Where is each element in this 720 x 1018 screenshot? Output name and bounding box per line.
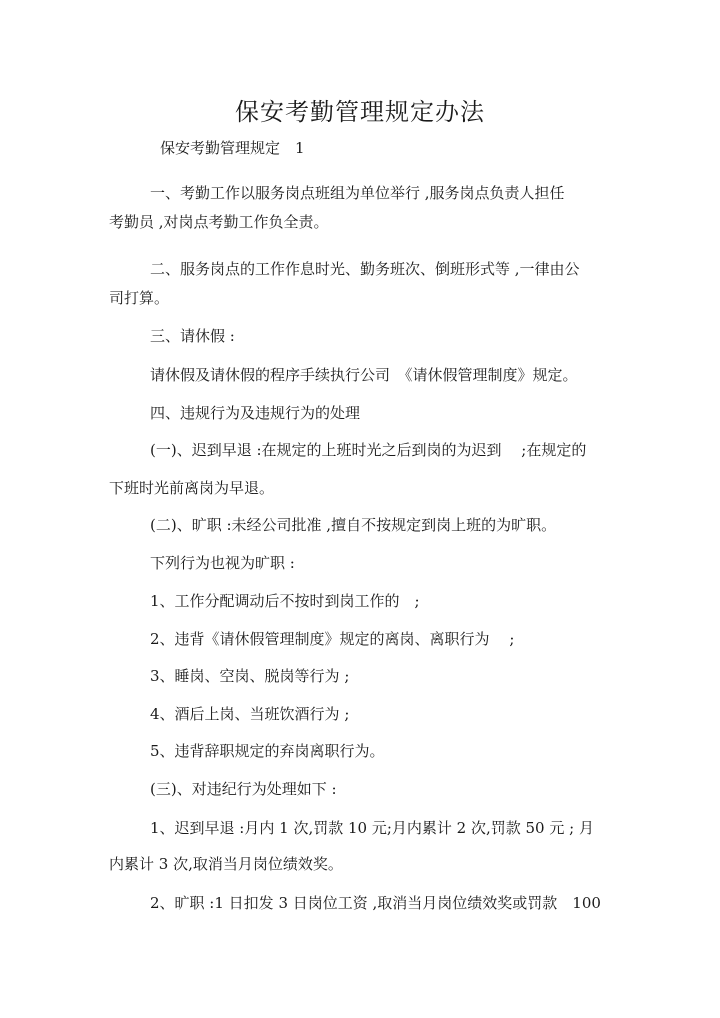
paragraph-line: 2、旷职 :1 日扣发 3 日岗位工资 ,取消当月岗位绩效奖或罚款 100 — [150, 894, 601, 912]
paragraph-line: 下列行为也视为旷职 : — [150, 554, 295, 572]
paragraph-line: (二)、旷职 :未经公司批准 ,擅自不按规定到岗上班的为旷职。 — [150, 516, 557, 534]
paragraph-line: 司打算。 — [109, 289, 170, 307]
paragraph-line: (一)、迟到早退 :在规定的上班时光之后到岗的为迟到 ;在规定的 — [150, 441, 587, 459]
paragraph-line: 四、违规行为及违规行为的处理 — [150, 404, 361, 422]
paragraph-line: 1、工作分配调动后不按时到岗工作的 ; — [150, 592, 420, 610]
paragraph-line: 三、请休假 : — [150, 327, 235, 345]
paragraph-line: (三)、对违纪行为处理如下 : — [150, 780, 337, 798]
paragraph-line: 内累计 3 次,取消当月岗位绩效奖。 — [109, 855, 343, 873]
paragraph-line: 考勤员 ,对岗点考勤工作负全责。 — [109, 213, 329, 231]
paragraph-line: 一、考勤工作以服务岗点班组为单位举行 ,服务岗点负责人担任 — [150, 184, 565, 202]
paragraph-line: 3、睡岗、空岗、脱岗等行为 ; — [150, 667, 350, 685]
paragraph-line: 下班时光前离岗为早退。 — [109, 479, 275, 497]
document-subtitle: 保安考勤管理规定 1 — [160, 139, 305, 157]
paragraph-line: 4、酒后上岗、当班饮酒行为 ; — [150, 705, 350, 723]
paragraph-line: 5、违背辞职规定的弃岗离职行为。 — [150, 742, 385, 760]
paragraph-line: 二、服务岗点的工作作息时光、勤务班次、倒班形式等 ,一律由公 — [150, 260, 580, 278]
paragraph-line: 2、违背《请休假管理制度》规定的离岗、离职行为 ; — [150, 630, 515, 648]
document-title: 保安考勤管理规定办法 — [235, 98, 485, 126]
paragraph-line: 请休假及请休假的程序手续执行公司 《请休假管理制度》规定。 — [150, 366, 578, 384]
paragraph-line: 1、迟到早退 :月内 1 次,罚款 10 元;月内累计 2 次,罚款 50 元 ; 月 — [150, 819, 594, 837]
